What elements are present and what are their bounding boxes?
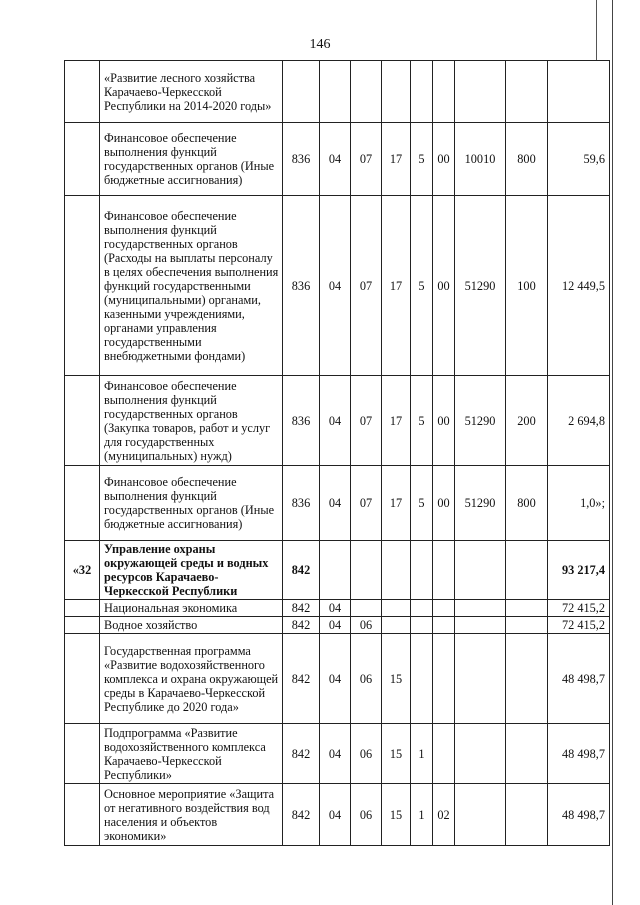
code-expense-type <box>506 634 548 724</box>
code-subsection <box>351 61 382 123</box>
code-program <box>382 617 411 634</box>
code-subsection: 06 <box>351 784 382 846</box>
code-direction <box>455 600 506 617</box>
row-number <box>65 617 100 634</box>
code-direction <box>455 634 506 724</box>
code-subsection: 06 <box>351 617 382 634</box>
code-expense-type <box>506 61 548 123</box>
code-ministry <box>283 61 320 123</box>
table-row <box>65 123 610 196</box>
code-expense-type: 100 <box>506 196 548 376</box>
code-subprogram: 5 <box>411 196 433 376</box>
code-direction: 51290 <box>455 196 506 376</box>
row-number <box>65 724 100 784</box>
row-number <box>65 376 100 466</box>
code-ministry: 836 <box>283 123 320 196</box>
code-subprogram: 5 <box>411 376 433 466</box>
table-row <box>65 376 610 466</box>
code-expense-type <box>506 600 548 617</box>
row-number <box>65 634 100 724</box>
code-program <box>382 600 411 617</box>
code-ministry: 842 <box>283 541 320 600</box>
code-activity <box>433 634 455 724</box>
code-activity <box>433 541 455 600</box>
code-direction: 10010 <box>455 123 506 196</box>
table-body <box>65 61 610 846</box>
amount: 72 415,2 <box>548 600 610 617</box>
code-section: 04 <box>320 617 351 634</box>
row-number <box>65 600 100 617</box>
code-subprogram: 5 <box>411 123 433 196</box>
row-number <box>65 196 100 376</box>
code-section: 04 <box>320 724 351 784</box>
amount: 93 217,4 <box>548 541 610 600</box>
row-name: Финансовое обеспечение выполнения функций государственных органов (Иные бюджетные ассигнования) <box>100 123 283 196</box>
row-name: Финансовое обеспечение выполнения функций государственных органов (Закупка товаров, работ и услуг для государственных (муниципальных) нужд) <box>100 376 283 466</box>
code-section: 04 <box>320 784 351 846</box>
row-name: Управление охраны окружающей среды и водных ресурсов Карачаево-Черкесской Республики <box>100 541 283 600</box>
code-ministry: 842 <box>283 634 320 724</box>
table-row <box>65 600 610 617</box>
code-activity <box>433 600 455 617</box>
code-activity: 00 <box>433 376 455 466</box>
code-section: 04 <box>320 376 351 466</box>
code-activity: 00 <box>433 123 455 196</box>
code-subsection: 06 <box>351 634 382 724</box>
code-section: 04 <box>320 634 351 724</box>
code-program <box>382 61 411 123</box>
code-direction <box>455 61 506 123</box>
code-subsection: 07 <box>351 123 382 196</box>
code-program: 15 <box>382 634 411 724</box>
code-ministry: 842 <box>283 724 320 784</box>
code-subprogram: 1 <box>411 784 433 846</box>
row-number <box>65 784 100 846</box>
code-activity <box>433 61 455 123</box>
amount: 1,0»; <box>548 466 610 541</box>
code-program: 15 <box>382 784 411 846</box>
code-expense-type: 200 <box>506 376 548 466</box>
code-program: 15 <box>382 724 411 784</box>
code-ministry: 842 <box>283 600 320 617</box>
amount: 48 498,7 <box>548 784 610 846</box>
code-expense-type <box>506 784 548 846</box>
amount <box>548 61 610 123</box>
row-name: Национальная экономика <box>100 600 283 617</box>
code-subsection: 06 <box>351 724 382 784</box>
row-number: «32 <box>65 541 100 600</box>
row-name: Государственная программа «Развитие водохозяйственного комплекса и охрана окружающей среды в Карачаево-Черкесской Республике до 2020 года» <box>100 634 283 724</box>
code-subsection: 07 <box>351 376 382 466</box>
code-section: 04 <box>320 600 351 617</box>
page-edge-line-top <box>596 0 597 60</box>
code-ministry: 842 <box>283 617 320 634</box>
code-subprogram <box>411 617 433 634</box>
code-activity: 00 <box>433 196 455 376</box>
page-number: 146 <box>309 37 331 52</box>
code-expense-type <box>506 617 548 634</box>
table-row <box>65 61 610 123</box>
row-name: Водное хозяйство <box>100 617 283 634</box>
row-name: Финансовое обеспечение выполнения функций государственных органов (Иные бюджетные ассигнования) <box>100 466 283 541</box>
code-section: 04 <box>320 196 351 376</box>
amount: 59,6 <box>548 123 610 196</box>
amount: 2 694,8 <box>548 376 610 466</box>
code-program: 17 <box>382 123 411 196</box>
code-direction <box>455 617 506 634</box>
code-section <box>320 541 351 600</box>
amount: 12 449,5 <box>548 196 610 376</box>
code-activity: 02 <box>433 784 455 846</box>
code-subsection <box>351 541 382 600</box>
row-name: «Развитие лесного хозяйства Карачаево-Черкесской Республики на 2014-2020 годы» <box>100 61 283 123</box>
code-activity <box>433 617 455 634</box>
code-ministry: 842 <box>283 784 320 846</box>
code-subsection: 07 <box>351 466 382 541</box>
table-row <box>65 634 610 724</box>
code-activity <box>433 724 455 784</box>
amount: 72 415,2 <box>548 617 610 634</box>
table-row <box>65 784 610 846</box>
code-program <box>382 541 411 600</box>
code-section: 04 <box>320 123 351 196</box>
code-section: 04 <box>320 466 351 541</box>
code-subprogram <box>411 634 433 724</box>
row-number <box>65 466 100 541</box>
code-program: 17 <box>382 196 411 376</box>
row-name: Подпрограмма «Развитие водохозяйственного комплекса Карачаево-Черкесской Республики» <box>100 724 283 784</box>
code-direction: 51290 <box>455 376 506 466</box>
budget-table <box>64 60 610 846</box>
table-row <box>65 724 610 784</box>
table-row <box>65 617 610 634</box>
code-expense-type <box>506 724 548 784</box>
code-subprogram: 1 <box>411 724 433 784</box>
code-subprogram: 5 <box>411 466 433 541</box>
table-row <box>65 466 610 541</box>
code-subprogram <box>411 541 433 600</box>
code-subsection <box>351 600 382 617</box>
code-expense-type: 800 <box>506 466 548 541</box>
code-activity: 00 <box>433 466 455 541</box>
row-name: Основное мероприятие «Защита от негативного воздействия вод населения и объектов экономики» <box>100 784 283 846</box>
code-direction <box>455 724 506 784</box>
code-program: 17 <box>382 376 411 466</box>
code-expense-type <box>506 541 548 600</box>
page-edge-line <box>612 0 613 905</box>
code-program: 17 <box>382 466 411 541</box>
amount: 48 498,7 <box>548 634 610 724</box>
row-name: Финансовое обеспечение выполнения функций государственных органов (Расходы на выплаты персоналу в целях обеспечения выполнения функций государственными (муниципальными) органами, казенными учреждениями, органами управления государственными внебюджетными фондами) <box>100 196 283 376</box>
code-subsection: 07 <box>351 196 382 376</box>
row-number <box>65 123 100 196</box>
code-subprogram <box>411 61 433 123</box>
code-direction <box>455 784 506 846</box>
amount: 48 498,7 <box>548 724 610 784</box>
code-section <box>320 61 351 123</box>
code-direction: 51290 <box>455 466 506 541</box>
code-ministry: 836 <box>283 376 320 466</box>
code-ministry: 836 <box>283 466 320 541</box>
table-row <box>65 196 610 376</box>
table-row <box>65 541 610 600</box>
code-subprogram <box>411 600 433 617</box>
code-ministry: 836 <box>283 196 320 376</box>
row-number <box>65 61 100 123</box>
code-direction <box>455 541 506 600</box>
code-expense-type: 800 <box>506 123 548 196</box>
